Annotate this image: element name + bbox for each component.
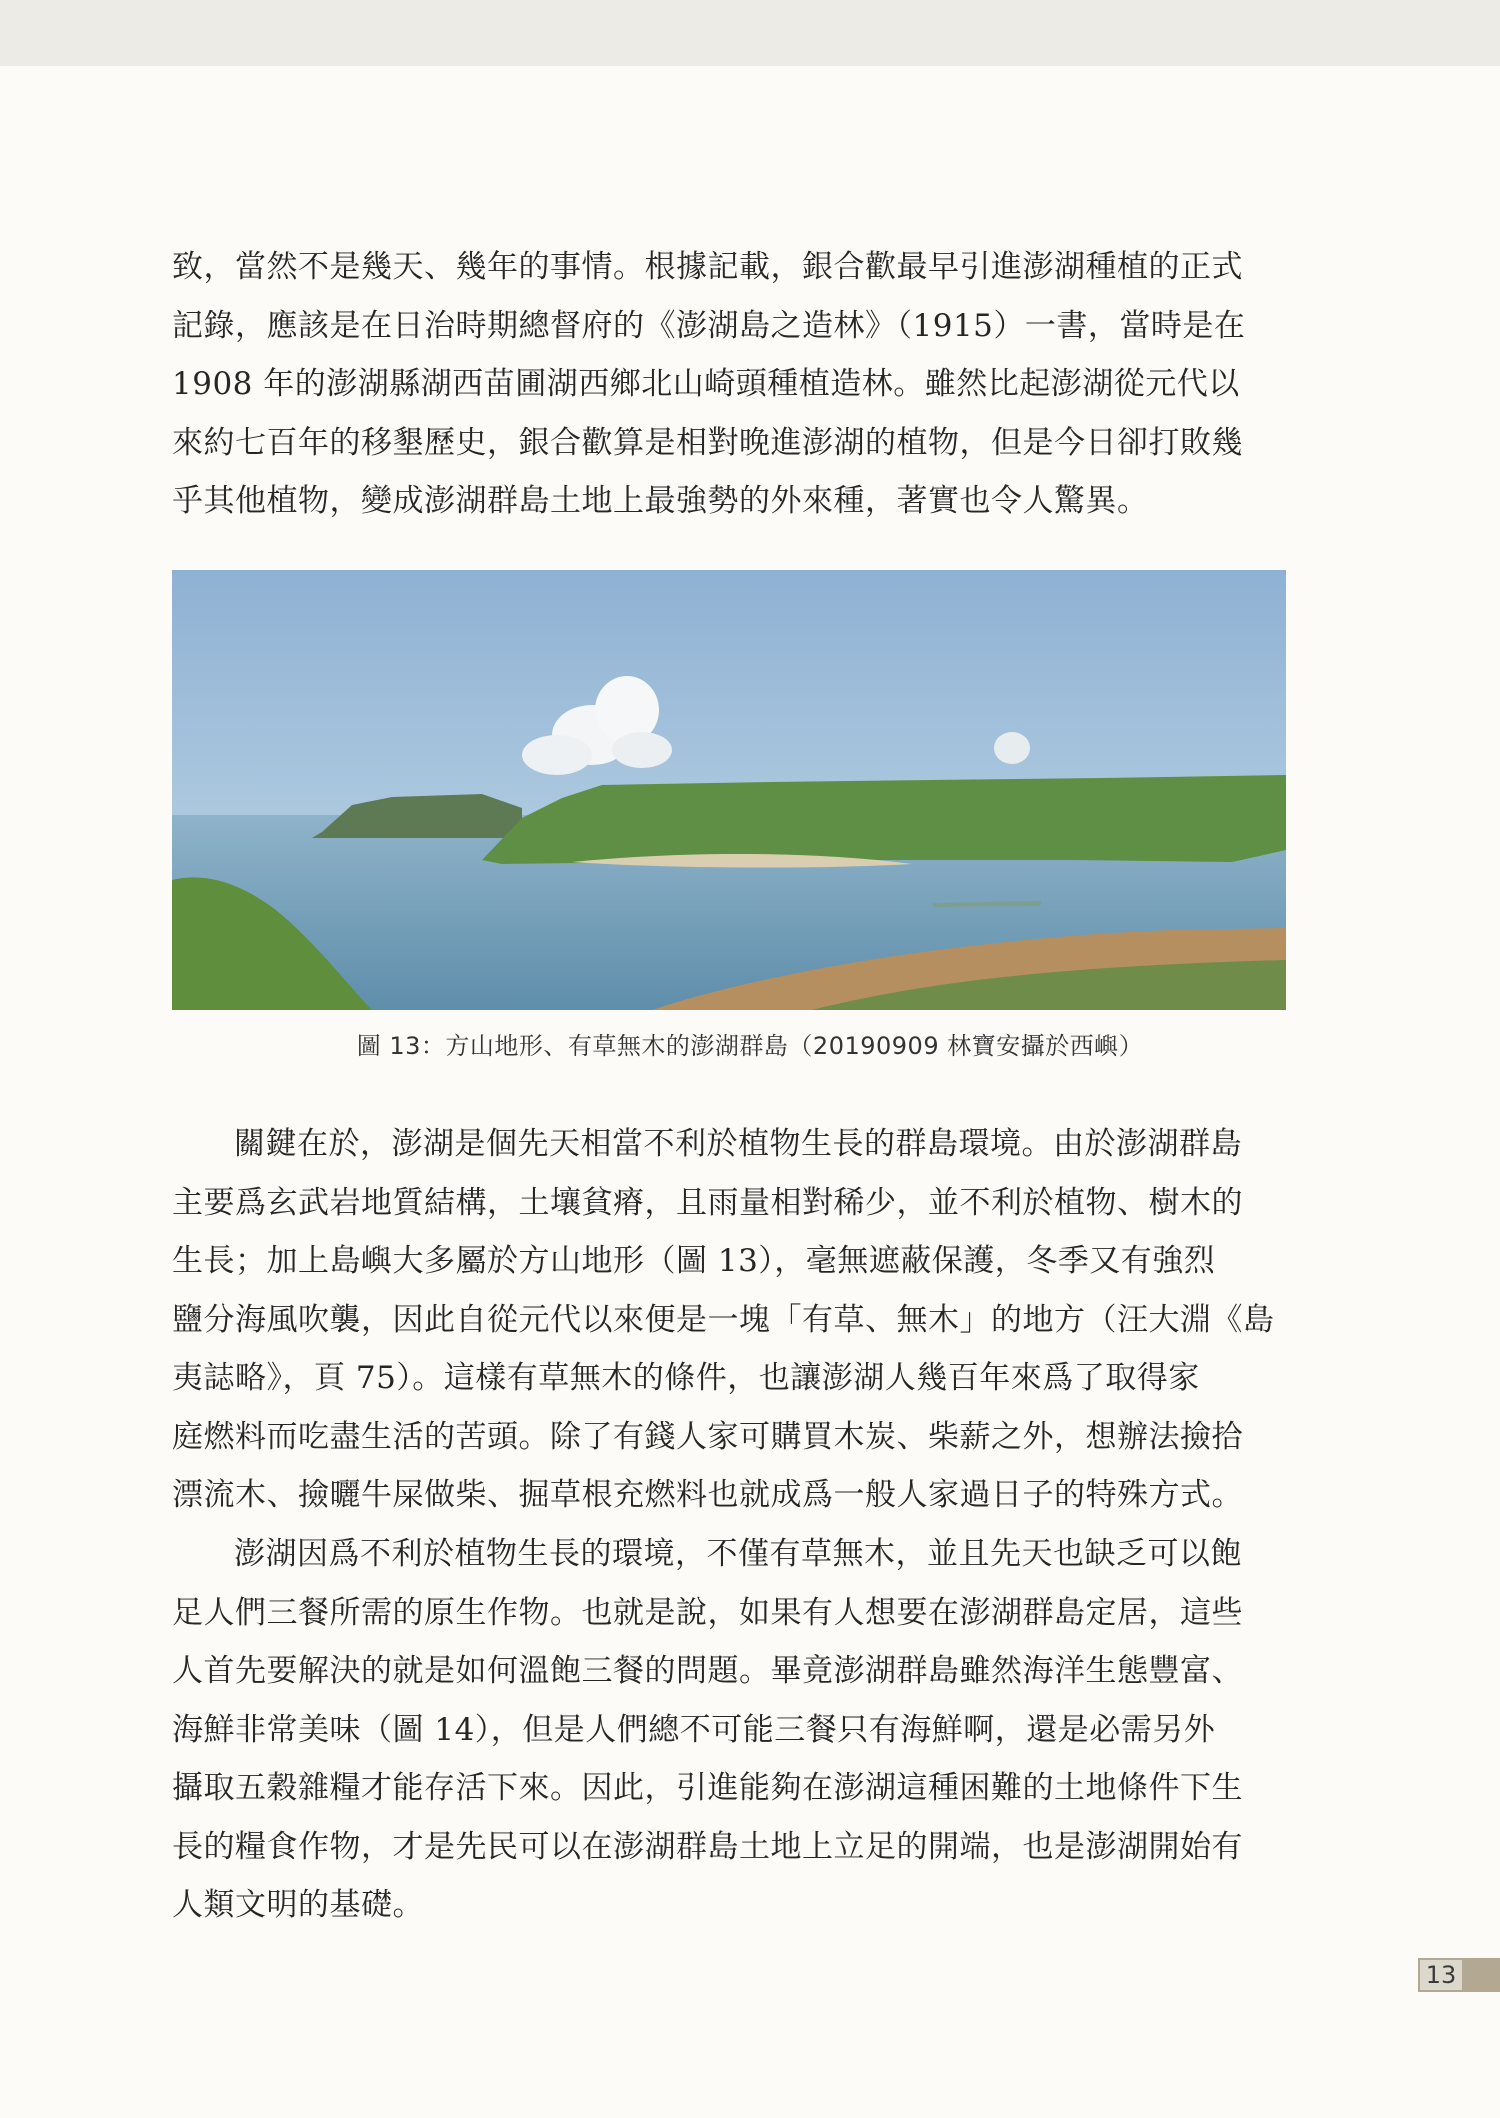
text-line: 人類文明的基礎。	[172, 1887, 424, 1923]
text-line: 關鍵在於，澎湖是個先天相當不利於植物生長的群島環境。由於澎湖群島	[234, 1126, 1242, 1162]
figure-13-photo	[172, 570, 1286, 1010]
text-line: 攝取五穀雜糧才能存活下來。因此，引進能夠在澎湖這種困難的土地條件下生	[172, 1770, 1243, 1806]
page-number: 13	[1420, 1960, 1462, 1990]
text-line: 記錄，應該是在日治時期總督府的《澎湖島之造林》（1915）一書，當時是在	[172, 307, 1246, 344]
text-line: 生長；加上島嶼大多屬於方山地形（圖 13），毫無遮蔽保護，冬季又有強烈	[172, 1243, 1216, 1279]
text-line: 澎湖因爲不利於植物生長的環境，不僅有草無木，並且先天也缺乏可以飽	[234, 1536, 1242, 1572]
text-line: 1908 年的澎湖縣湖西苗圃湖西鄉北山崎頭種植造林。雖然比起澎湖從元代以	[172, 366, 1240, 402]
intro-paragraph	[172, 238, 1288, 531]
text-line: 鹽分海風吹襲，因此自從元代以來便是一塊「有草、無木」的地方（汪大淵《島	[172, 1301, 1275, 1338]
text-line: 庭燃料而吃盡生活的苦頭。除了有錢人家可購買木炭、柴薪之外，想辦法撿拾	[172, 1418, 1243, 1455]
text-line: 長的糧食作物，才是先民可以在澎湖群島土地上立足的開端，也是澎湖開始有	[172, 1828, 1243, 1865]
figure-caption: 圖 13：方山地形、有草無木的澎湖群島（20190909 林寶安攝於西嶼）	[356, 1032, 1144, 1060]
text-line: 人首先要解決的就是如何溫飽三餐的問題。畢竟澎湖群島雖然海洋生態豐富、	[172, 1653, 1243, 1689]
paragraph-3	[172, 1525, 1288, 1935]
text-line: 主要爲玄武岩地質結構，土壤貧瘠，且雨量相對稀少，並不利於植物、樹木的	[172, 1184, 1243, 1221]
text-line: 漂流木、撿曬牛屎做柴、掘草根充燃料也就成爲一般人家過日子的特殊方式。	[172, 1477, 1243, 1513]
text-line: 海鮮非常美味（圖 14），但是人們總不可能三餐只有海鮮啊，還是必需另外	[172, 1711, 1216, 1748]
page-top-band	[0, 0, 1500, 66]
text-line: 夷誌略》，頁 75）。這樣有草無木的條件，也讓澎湖人幾百年來爲了取得家	[172, 1360, 1200, 1396]
text-line: 致，當然不是幾天、幾年的事情。根據記載，銀合歡最早引進澎湖種植的正式	[172, 249, 1243, 285]
text-line: 足人們三餐所需的原生作物。也就是說，如果有人想要在澎湖群島定居，這些	[172, 1594, 1243, 1631]
text-line: 來約七百年的移墾歷史，銀合歡算是相對晚進澎湖的植物，但是今日卻打敗幾	[172, 424, 1243, 461]
paragraph-2	[172, 1115, 1288, 1525]
text-line: 乎其他植物，變成澎湖群島土地上最強勢的外來種，著實也令人驚異。	[172, 483, 1149, 519]
